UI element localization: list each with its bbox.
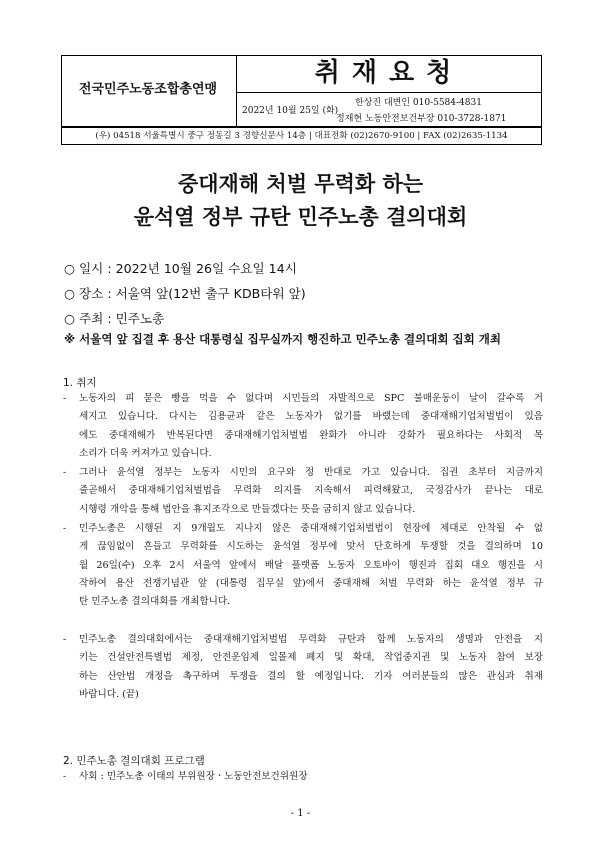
paragraph-line: 줄곧해서 중대재해기업처벌법을 무력화 의지를 지속해서 피력해왔고, 국정감사가 끝나는 대로	[79, 485, 543, 497]
paragraph-line: 탄 민주노총 결의대회를 개최합니다.	[79, 596, 231, 608]
bullet-dash: -	[63, 393, 67, 404]
info-datetime: ○ 일시 : 2022년 10월 26일 수요일 14시	[64, 261, 297, 276]
bullet-dash: -	[63, 634, 67, 645]
org-name: 전국민주노동조합총연맹	[78, 82, 218, 97]
headline-line-2: 윤석열 정부 규탄 민주노총 결의대회	[133, 205, 468, 229]
paragraph-line: 시행령 개악을 통해 법안을 휴지조각으로 만들겠다는 뜻을 굽히지 않고 있습니다.	[79, 503, 416, 515]
paragraph	[63, 520, 543, 611]
info-location: ○ 장소 : 서울역 앞(12번 출구 KDB타워 앞)	[64, 286, 306, 301]
paragraph-line: 사회 : 민주노총 이태의 부위원장ㆍ노동안전보건위원장	[79, 771, 308, 782]
release-date: 2022년 10월 25일 (화)	[242, 106, 339, 116]
paragraph-line: 에도 중대재해가 반복된다면 중대재해기업처벌법 완화가 아니라 강화가 필요하다는 사회적 목	[79, 429, 543, 441]
paragraph-line: 소리가 더욱 커져가고 있습니다.	[79, 447, 212, 459]
paragraph	[63, 631, 543, 704]
bullet-dash: -	[63, 467, 67, 478]
section-heading-program: 2. 민주노총 결의대회 프로그램	[63, 755, 205, 767]
paragraph-line: 민주노총 결의대회에서는 중대재해기업처벌법 무력화 규탄과 함께 노동자의 생명과 안전을 지	[79, 634, 543, 645]
paragraph-line: 노동자의 피 묻은 빵을 먹을 수 없다며 시민들의 자발적으로 SPC 불매운동이 날이 갈수록 거	[79, 393, 543, 404]
page-number: - 1 -	[290, 808, 311, 819]
section-heading-purpose: 1. 취지	[63, 377, 97, 389]
paragraph-line: 세지고 있습니다. 다시는 김용균과 같은 노동자가 없기를 바랬는데 중대재해기업처벌법이 있음	[79, 411, 543, 423]
document-type-title: 취재요청	[314, 58, 464, 88]
paragraph	[63, 768, 543, 786]
info-note: ※ 서울역 앞 집결 후 용산 대통령실 집무실까지 행진하고 민주노총 결의대회 집회 개최	[64, 332, 501, 346]
paragraph-line: 하는 산안법 개정을 촉구하며 투쟁을 결의 할 예정입니다. 기자 여러분들의 많은 관심과 취재	[79, 670, 543, 682]
bullet-dash: -	[63, 771, 67, 782]
paragraph-line: 키는 건설안전특별법 제정, 안전운임제 일몰제 폐지 및 확대, 작업중지권 및 노동자 참여 보장	[79, 652, 543, 664]
paragraph-line: 그러나 윤석열 정부는 노동자 시민의 요구와 정 반대로 가고 있습니다. 집권 초부터 지금까지	[79, 467, 543, 478]
paragraph-line: 바랍니다. (끝)	[79, 688, 139, 700]
paragraph-line: 작하여 용산 전쟁기념관 앞 (대통령 집무실 앞)에서 중대재해 처벌 무력화 하는 윤석열 정부 규	[79, 577, 543, 589]
address-bar: (우) 04518 서울특별시 중구 정동길 3 경향신문사 14층 | 대표전화 (02)2670-9100 | FAX (02)2635-1134	[61, 128, 542, 145]
header-title-rule	[237, 92, 541, 93]
paragraph	[63, 390, 543, 463]
contact-safety-director: 정재현 노동안전보건부장 010-3728-1871	[336, 114, 507, 124]
paragraph-line: 게 끊임없이 흔들고 무력화를 시도하는 윤석열 정부에 맞서 단호하게 투쟁할 것을 결의하며 10	[79, 541, 543, 553]
paragraph	[63, 464, 543, 519]
bullet-dash: -	[63, 523, 67, 534]
paragraph-line: 민주노총은 시행된 지 9개월도 지나지 않은 중대재해기업처벌법이 현장에 제대로 안착될 수 없	[79, 523, 543, 534]
info-organizer: ○ 주최 : 민주노총	[64, 311, 165, 326]
contact-spokesperson: 한상진 대변인 010-5584-4831	[355, 98, 482, 108]
headline-line-1: 중대재해 처벌 무력화 하는	[177, 172, 424, 196]
paragraph-line: 월 26일(수) 오후 2시 서울역 앞에서 배달 플랫폼 노동자 오토바이 행진과 집회 대오 행진을 시	[79, 559, 543, 571]
